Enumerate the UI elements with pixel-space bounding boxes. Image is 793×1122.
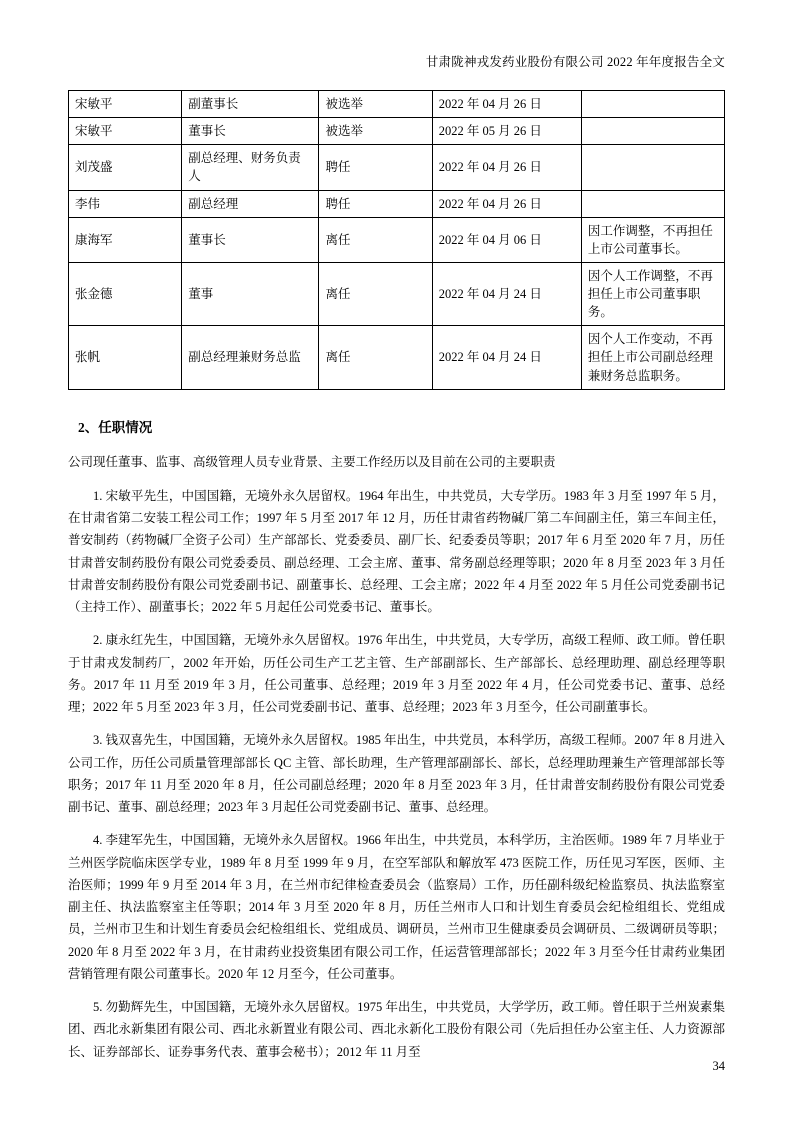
cell-name: 宋敏平 bbox=[69, 91, 182, 118]
cell-date: 2022 年 05 月 26 日 bbox=[432, 118, 581, 145]
table-body bbox=[69, 91, 725, 390]
table-row bbox=[69, 91, 725, 118]
cell-reason bbox=[581, 145, 724, 190]
cell-position: 副总经理、财务负责人 bbox=[182, 145, 319, 190]
cell-position: 董事 bbox=[182, 262, 319, 325]
cell-type: 被选举 bbox=[319, 118, 432, 145]
cell-reason: 因个人工作变动，不再担任上市公司副总经理兼财务总监职务。 bbox=[581, 326, 724, 389]
cell-position: 董事长 bbox=[182, 118, 319, 145]
table-row bbox=[69, 217, 725, 262]
cell-reason bbox=[581, 118, 724, 145]
table-row bbox=[69, 326, 725, 389]
cell-name: 康海军 bbox=[69, 217, 182, 262]
cell-date: 2022 年 04 月 24 日 bbox=[432, 326, 581, 389]
cell-name: 张金德 bbox=[69, 262, 182, 325]
cell-date: 2022 年 04 月 24 日 bbox=[432, 262, 581, 325]
cell-name: 刘茂盛 bbox=[69, 145, 182, 190]
bio-paragraph-3: 3. 钱双喜先生，中国国籍，无境外永久居留权。1985 年出生，中共党员，本科学历，高级工程师。2007 年 8 月进入公司工作，历任公司质量管理部部长 QC 主管、部长助理，生产管理部副部长、部长，总经理助理兼生产管理部部长等职务；2017 年 11 月至 2020 年 8 月，任公司副总经理；2020 年 8 月至 2023 年 3 月，任甘肃普安制药股份有限公司党委副书记、董事、副总经理；2023 年 3 月起任公司党委副书记、董事、总经理。 bbox=[68, 733, 725, 815]
cell-name: 张帆 bbox=[69, 326, 182, 389]
bio-paragraph-5: 5. 勿勤辉先生，中国国籍，无境外永久居留权。1975 年出生，中共党员，大学学历，政工师。曾任职于兰州炭素集团、西北永新集团有限公司、西北永新置业有限公司、西北永新化工股份有限公司（先后担任办公室主任、人力资源部长、证券部部长、证券事务代表、董事会秘书）；2012 年 11 月至 bbox=[68, 1000, 725, 1059]
section-lead: 公司现任董事、监事、高级管理人员专业背景、主要工作经历以及目前在公司的主要职责 bbox=[68, 454, 556, 469]
cell-type: 聘任 bbox=[319, 145, 432, 190]
cell-type: 离任 bbox=[319, 326, 432, 389]
bio-paragraph-1: 1. 宋敏平先生，中国国籍，无境外永久居留权。1964 年出生，中共党员，大专学历。1983 年 3 月至 1997 年 5 月，在甘肃省第二安装工程公司工作；1997 年 5 月至 2017 年 12 月，历任甘肃省药物碱厂第二车间副主任，第三车间主任，普安制药（药物碱厂全资子公司）生产部部长、党委委员、副厂长、纪委委员等职；2017 年 6 月至 2020 年 7 月，历任甘肃普安制药股份有限公司党委委员、副总经理、工会主席、董事、常务副总经理等职；2020 年 8 月至 2023 年 3 月任甘肃普安制药股份有限公司党委副书记、副董事长、总经理、工会主席；2022 年 4 月至 2022 年 5 月任公司党委副书记（主持工作）、副董事长；2022 年 5 月起任公司党委书记、董事长。 bbox=[68, 488, 725, 615]
table-row bbox=[69, 118, 725, 145]
cell-position: 董事长 bbox=[182, 217, 319, 262]
cell-reason bbox=[581, 190, 724, 217]
table-row bbox=[69, 190, 725, 217]
cell-date: 2022 年 04 月 26 日 bbox=[432, 190, 581, 217]
cell-name: 李伟 bbox=[69, 190, 182, 217]
bio-paragraph-2: 2. 康永红先生，中国国籍，无境外永久居留权。1976 年出生，中共党员，大专学历，高级工程师、政工师。曾任职于甘肃戎发制药厂，2002 年开始，历任公司生产工艺主管、生产部副部长、生产部部长、总经理助理、副总经理等职务。2017 年 11 月至 2019 年 3 月，任公司董事、总经理；2019 年 3 月至 2022 年 4 月，任公司党委书记、董事、总经理；2022 年 5 月至 2023 年 3 月，任公司党委副书记、董事、总经理；2023 年 3 月至今，任公司副董事长。 bbox=[68, 633, 725, 715]
section-title: 2、任职情况 bbox=[78, 419, 153, 435]
cell-type: 离任 bbox=[319, 262, 432, 325]
officer-changes-table bbox=[68, 90, 725, 390]
cell-name: 宋敏平 bbox=[69, 118, 182, 145]
cell-date: 2022 年 04 月 06 日 bbox=[432, 217, 581, 262]
cell-date: 2022 年 04 月 26 日 bbox=[432, 91, 581, 118]
cell-type: 离任 bbox=[319, 217, 432, 262]
cell-type: 聘任 bbox=[319, 190, 432, 217]
cell-date: 2022 年 04 月 26 日 bbox=[432, 145, 581, 190]
cell-reason bbox=[581, 91, 724, 118]
cell-reason: 因个人工作调整，不再担任上市公司董事职务。 bbox=[581, 262, 724, 325]
cell-type: 被选举 bbox=[319, 91, 432, 118]
cell-position: 副董事长 bbox=[182, 91, 319, 118]
table-row bbox=[69, 262, 725, 325]
cell-position: 副总经理兼财务总监 bbox=[182, 326, 319, 389]
page-header: 甘肃陇神戎发药业股份有限公司 2022 年年度报告全文 bbox=[425, 55, 725, 69]
bio-paragraph-4: 4. 李建军先生，中国国籍，无境外永久居留权。1966 年出生，中共党员，本科学历，主治医师。1989 年 7 月毕业于兰州医学院临床医学专业，1989 年 8 月至 1999 年 9 月，在空军部队和解放军 473 医院工作，历任见习军医，医师、主治医师；1999 年 9 月至 2014 年 3 月，在兰州市纪律检查委员会（监察局）工作，历任副科级纪检监察员、执法监察室副主任、执法监察室主任等职；2014 年 3 月至 2020 年 8 月，历任兰州市人口和计划生育委员会纪检组组长、党组成员，兰州市卫生和计划生育委员会纪检组组长、党组成员、调研员，兰州市卫生健康委员会调研员、二级调研员等职；2020 年 8 月至 2022 年 3 月，在甘肃药业投资集团有限公司工作，任运营管理部部长；2022 年 3 月至今任甘肃药业集团营销管理有限公司董事长。2020 年 12 月至今，任公司董事。 bbox=[68, 833, 725, 981]
cell-position: 副总经理 bbox=[182, 190, 319, 217]
table-row bbox=[69, 145, 725, 190]
page-number: 34 bbox=[712, 1059, 725, 1073]
cell-reason: 因工作调整，不再担任上市公司董事长。 bbox=[581, 217, 724, 262]
